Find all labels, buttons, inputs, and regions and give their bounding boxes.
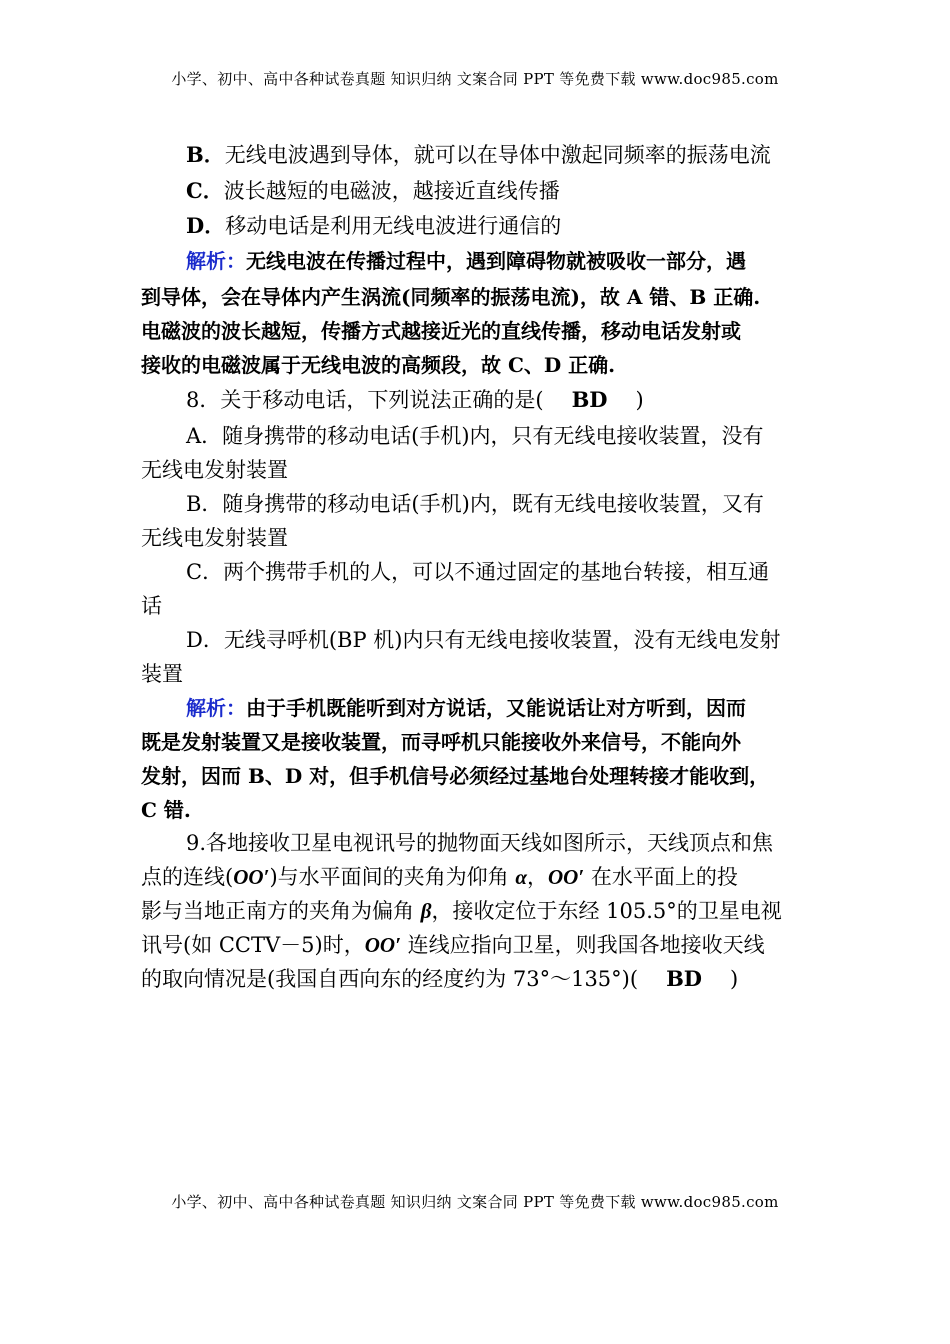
q8-answer: BD (571, 387, 608, 412)
solution-label: 解析： (186, 249, 246, 273)
q7-solution-line: 到导体，会在导体内产生涡流(同频率的振荡电流)，故 A 错、B 正确. (141, 285, 761, 309)
q8-option-b: B．随身携带的移动电话(手机)内，既有无线电接收装置，又有 (186, 492, 764, 516)
q7-option-b: B．无线电波遇到导体，就可以在导体中激起同频率的振荡电流 (186, 142, 771, 167)
q8-stem: 8．关于移动电话，下列说法正确的是( BD ) (186, 387, 644, 412)
page-header: 小学、初中、高中各种试卷真题 知识归纳 文案合同 PPT 等免费下载 www.doc985.com (171, 70, 779, 88)
q9-answer: BD (666, 966, 703, 991)
q8-option-c: C．两个携带手机的人，可以不通过固定的基地台转接，相互通 (186, 560, 770, 584)
alpha-symbol: α (515, 865, 527, 889)
solution-label: 解析： (186, 696, 246, 720)
q8-solution-line: 解析：由于手机既能听到对方说话，又能说话让对方听到，因而 (186, 696, 746, 720)
q7-solution-line: 解析：无线电波在传播过程中，遇到障碍物就被吸收一部分，遇 (186, 249, 746, 273)
page-footer: 小学、初中、高中各种试卷真题 知识归纳 文案合同 PPT 等免费下载 www.doc985.com (171, 1193, 779, 1211)
q8-solution-line: 既是发射装置又是接收装置，而寻呼机只能接收外来信号，不能向外 (141, 730, 741, 754)
q7-option-c: C．波长越短的电磁波，越接近直线传播 (186, 178, 560, 203)
q8-solution-line: 发射，因而 B、D 对，但手机信号必须经过基地台处理转接才能收到， (141, 764, 770, 788)
q8-option-d: D．无线寻呼机(BP 机)内只有无线电接收装置，没有无线电发射 (186, 628, 781, 652)
q8-option-b-cont: 无线电发射装置 (141, 526, 288, 550)
q8-option-a: A．随身携带的移动电话(手机)内，只有无线电接收装置，没有 (186, 424, 764, 448)
q7-solution-line: 电磁波的波长越短，传播方式越接近光的直线传播，移动电话发射或 (141, 319, 741, 343)
q8-option-d-cont: 装置 (141, 662, 183, 686)
oo-symbol: OO′ (547, 865, 585, 889)
oo-symbol: OO′ (364, 933, 401, 957)
q9-stem-line: 9.各地接收卫星电视讯号的抛物面天线如图所示，天线顶点和焦 (186, 831, 774, 855)
beta-symbol: β (420, 899, 432, 923)
q9-stem-line: 讯号(如 CCTV－5)时，OO′ 连线应指向卫星，则我国各地接收天线 (141, 933, 765, 957)
q8-solution-line: C 错. (141, 798, 191, 822)
q7-option-d: D．移动电话是利用无线电波进行通信的 (186, 213, 562, 238)
q9-stem-line: 影与当地正南方的夹角为偏角 β，接收定位于东经 105.5°的卫星电视 (141, 899, 782, 923)
q7-solution-line: 接收的电磁波属于无线电波的高频段，故 C、D 正确. (141, 353, 616, 377)
q8-option-a-cont: 无线电发射装置 (141, 458, 288, 482)
q9-stem-line: 的取向情况是(我国自西向东的经度约为 73°～135°)( BD ) (141, 966, 739, 991)
q8-option-c-cont: 话 (141, 594, 162, 618)
q9-stem-line: 点的连线(OO′)与水平面间的夹角为仰角 α，OO′ 在水平面上的投 (141, 865, 738, 889)
oo-symbol: OO′ (233, 865, 270, 889)
